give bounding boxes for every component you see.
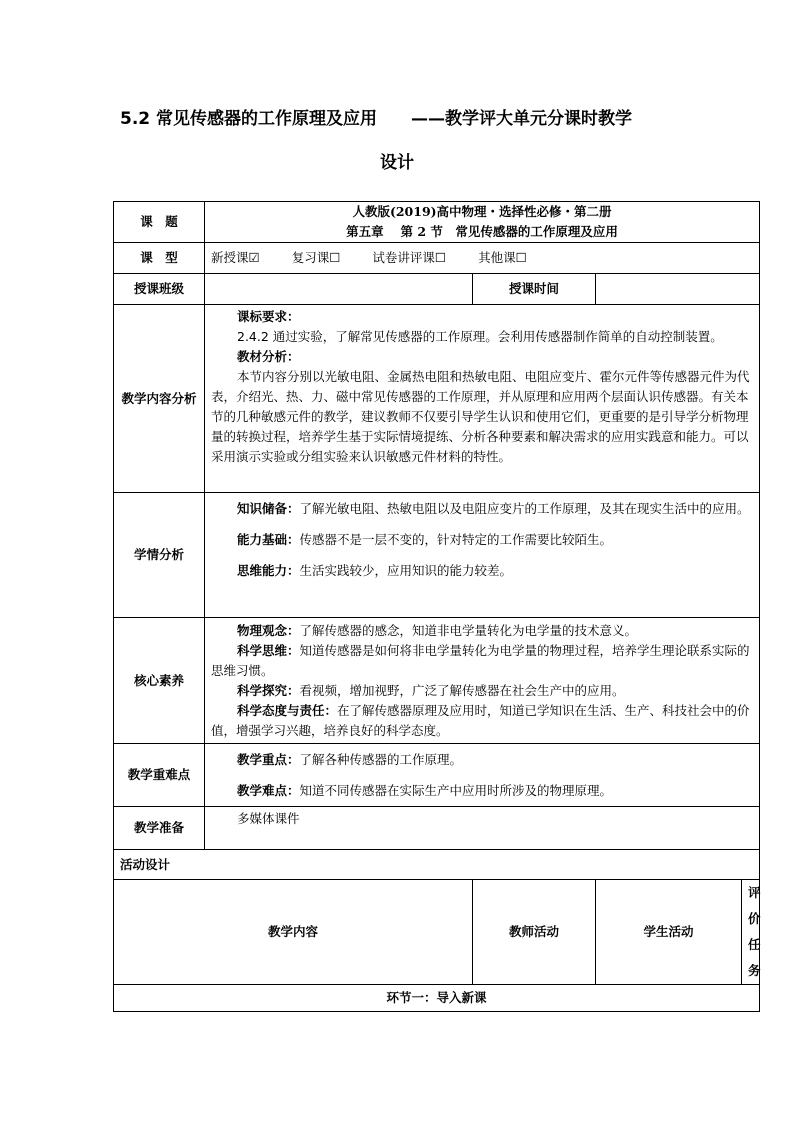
ability-heading: 能力基础：: [237, 532, 300, 547]
type-option-new[interactable]: 新授课☑: [211, 250, 260, 265]
topic-value: [205, 202, 760, 243]
page-title: [120, 104, 720, 129]
type-label: 课 型: [114, 243, 205, 274]
focus-line: [211, 744, 753, 775]
knowledge-line: [211, 493, 753, 524]
class-value[interactable]: [205, 274, 473, 305]
page-title-continued: 设计: [380, 153, 414, 173]
thinking-text: 生活实践较少，应用知识的能力较差。: [299, 563, 513, 578]
key-label: 教学重难点: [114, 744, 205, 807]
prep-row: [114, 807, 760, 850]
req-heading: 课标要求：: [237, 309, 300, 324]
time-label: 授课时间: [473, 274, 596, 305]
activity-label: 活动设计: [114, 850, 760, 880]
prep-label: 教学准备: [114, 807, 205, 850]
type-option-exam[interactable]: 试卷讲评课☐: [372, 250, 447, 265]
class-row: [114, 274, 760, 305]
content-label: 教学内容分析: [114, 305, 205, 493]
section-title: 环节一：导入新课: [114, 985, 760, 1012]
content-row: [114, 305, 760, 493]
req-text: 2.4.2 通过实验，了解常见传感器的工作原理。会利用传感器制作简单的自动控制装置。: [237, 329, 723, 344]
literacy-item: [211, 681, 753, 701]
prep-value: [205, 807, 760, 850]
ability-text: 传感器不是一层不变的，针对特定的工作需要比较陌生。: [299, 532, 613, 547]
time-value[interactable]: [596, 274, 760, 305]
literacy-heading: 科学态度与责任：: [237, 702, 338, 718]
thinking-heading: 思维能力：: [237, 563, 300, 578]
content-value: [205, 305, 760, 493]
literacy-text: 知道传感器是如何将非电学量转化为电学量的物理过程，培养学生理论联系实际的思维习惯。: [211, 642, 750, 678]
lesson-plan-table: [113, 201, 760, 1012]
columns-row: [114, 880, 760, 985]
column-header: 教师活动: [473, 880, 596, 985]
column-header: 评价任务: [748, 885, 761, 978]
topic-label: 课 题: [114, 202, 205, 243]
difficulty-line: [211, 775, 753, 806]
title-suffix: ——教学评大单元分课时教学: [411, 109, 633, 129]
section-row: [114, 985, 760, 1012]
difficulty-text: 知道不同传感器在实际生产中应用时所涉及的物理原理。: [299, 783, 613, 798]
mat-text: 本节内容分别以光敏电阻、金属热电阻和热敏电阻、电阻应变片、霍尔元件等传感器元件为代表，介绍光、热、力、磁中常见传感器的工作原理，并从原理和应用两个层面认识传感器。有关本节的几种敏感元件的教学，建议教师不仅要引导学生认识和使用它们，更重要的是引导学分析物理量的转换过程，培养学生基于实际情境提练、分析各种要素和解决需求的应用实践意和能力。可以采用演示实验或分组实验来认识敏感元件材料的特性。: [211, 369, 750, 464]
type-option-other[interactable]: 其他课☐: [478, 250, 527, 265]
type-options: [205, 243, 760, 274]
title-main: 5.2 常见传感器的工作原理及应用: [120, 109, 378, 129]
key-value: [205, 744, 760, 807]
column-header: 教学内容: [114, 880, 473, 985]
literacy-text: 在了解传感器原理及应用时，知道已学知识在生活、生产、科技社会中的价值，增强学习兴趣，培养良好的科学态度。: [211, 702, 750, 738]
literacy-heading: 物理观念：: [237, 622, 300, 638]
topic-line-2: 第五章 第 2 节 常见传感器的工作原理及应用: [346, 224, 618, 239]
topic-line-1: 人教版(2019)高中物理・选择性必修・第二册: [352, 204, 612, 219]
class-label: 授课班级: [114, 274, 205, 305]
column-header: 学生活动: [596, 880, 742, 984]
focus-text: 了解各种传感器的工作原理。: [299, 752, 463, 767]
mat-heading: 教材分析：: [237, 349, 300, 364]
literacy-item: [211, 701, 753, 741]
column-subheaders: [596, 880, 759, 984]
knowledge-heading: 知识储备：: [237, 501, 300, 516]
literacy-heading: 科学思维：: [237, 642, 300, 658]
focus-heading: 教学重点：: [237, 752, 300, 767]
literacy-label: 核心素养: [114, 618, 205, 744]
literacy-text: 看视频，增加视野，广泛了解传感器在社会生产中的应用。: [299, 682, 625, 698]
difficulty-heading: 教学难点：: [237, 783, 300, 798]
topic-row: [114, 202, 760, 243]
students-label: 学情分析: [114, 493, 205, 618]
thinking-line: [211, 555, 753, 586]
type-option-review[interactable]: 复习课☐: [291, 250, 341, 265]
literacy-item: [211, 621, 753, 641]
students-value: [205, 493, 760, 618]
literacy-item: [211, 641, 753, 681]
type-row: [114, 243, 760, 274]
literacy-heading: 科学探究：: [237, 682, 300, 698]
key-row: [114, 744, 760, 807]
activity-row: [114, 850, 760, 880]
prep-text: 多媒体课件: [237, 811, 300, 826]
literacy-value: [205, 618, 760, 744]
column-header-group: [596, 880, 760, 985]
literacy-row: [114, 618, 760, 744]
ability-line: [211, 524, 753, 555]
knowledge-text: 了解光敏电阻、热敏电阻以及电阻应变片的工作原理，及其在现实生活中的应用。: [299, 501, 750, 516]
students-row: [114, 493, 760, 618]
literacy-text: 了解传感器的感念，知道非电学量转化为电学量的技术意义。: [299, 622, 638, 638]
